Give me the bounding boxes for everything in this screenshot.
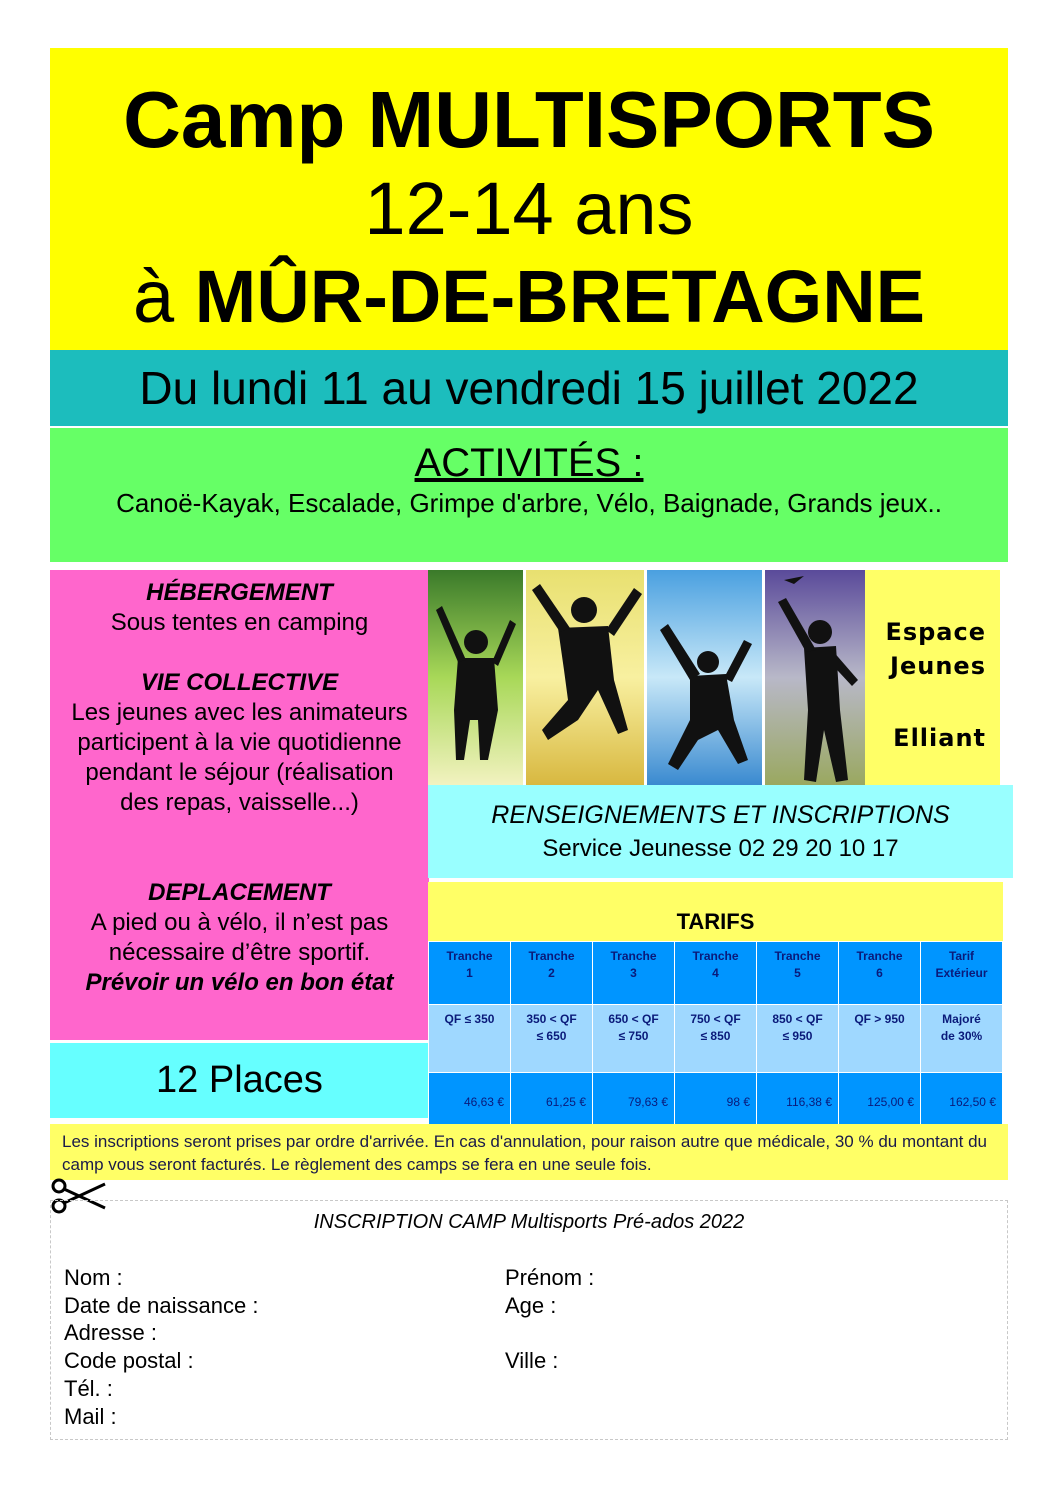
field-age: Age : (505, 1293, 557, 1318)
vie-collective-title: VIE COLLECTIVE (140, 669, 339, 696)
contact-title: RENSEIGNEMENTS ET INSCRIPTIONS (491, 801, 950, 829)
tarifs-table (428, 941, 1003, 1133)
table-row-conditions (429, 1005, 1003, 1073)
form-title: INSCRIPTION CAMP Multisports Pré-ados 2022 (313, 1211, 745, 1233)
vie-collective-block (60, 668, 419, 818)
table-cell: Tranche 6 (839, 942, 921, 1005)
table-cell: Majoré de 30% (921, 1005, 1003, 1073)
table-cell: Tranche 1 (429, 942, 511, 1005)
title-location-name: MÛR-DE-BRETAGNE (194, 255, 926, 338)
title-location (50, 255, 1008, 338)
deplacement-title: DEPLACEMENT (148, 879, 331, 906)
price-cell: 61,25 € (511, 1073, 593, 1133)
title-age-range: 12-14 ans (364, 167, 694, 250)
deplacement-note: Prévoir un vélo en bon état (85, 969, 394, 996)
table-cell: QF ≤ 350 (429, 1005, 511, 1073)
table-cell: Tarif Extérieur (921, 942, 1003, 1005)
brand-line2: Jeunes (890, 652, 986, 680)
header-banner (50, 48, 1008, 350)
table-cell: 750 < QF ≤ 850 (675, 1005, 757, 1073)
field-ville: Ville : (505, 1348, 559, 1373)
hebergement-block (60, 578, 419, 638)
activities-list: Canoë-Kayak, Escalade, Grimpe d'arbre, Vélo, Baignade, Grands jeux.. (116, 488, 942, 518)
vie-collective-text: Les jeunes avec les animateurs participent à la vie quotidienne pendant le séjour (réalisation des repas, vaisselle...) (71, 699, 408, 816)
price-cell: 46,63 € (429, 1073, 511, 1133)
hebergement-text: Sous tentes en camping (110, 609, 369, 636)
activities-section (50, 428, 1008, 562)
brand-line3: Elliant (893, 724, 986, 752)
table-row-tranches (429, 942, 1003, 1005)
field-nom: Nom : (64, 1265, 123, 1290)
table-cell: Tranche 4 (675, 942, 757, 1005)
table-cell: 350 < QF ≤ 650 (511, 1005, 593, 1073)
field-adresse: Adresse : (64, 1320, 157, 1345)
silhouettes-illustration (428, 570, 865, 785)
table-cell: 850 < QF ≤ 950 (757, 1005, 839, 1073)
price-cell: 98 € (675, 1073, 757, 1133)
contact-box (428, 785, 1013, 878)
deplacement-block (60, 878, 419, 998)
dates-banner: Du lundi 11 au vendredi 15 juillet 2022 (50, 350, 1008, 426)
title-location-prefix: à (132, 255, 175, 338)
jumping-silhouettes-image (428, 570, 865, 785)
price-cell: 116,38 € (757, 1073, 839, 1133)
registration-note: Les inscriptions seront prises par ordre d'arrivée. En cas d'annulation, pour raison autre que médicale, 30 % du montant du camp vous seront facturés. Le règlement des camps se fera en une seule fois. (50, 1124, 1008, 1180)
table-cell: Tranche 3 (593, 942, 675, 1005)
deplacement-text: A pied ou à vélo, il n’est pas nécessaire d’être sportif. (90, 909, 389, 966)
tarifs-section (428, 882, 1003, 1119)
activities-title: ACTIVITÉS : (414, 441, 644, 485)
field-date-naissance: Date de naissance : (64, 1293, 259, 1318)
price-cell: 79,63 € (593, 1073, 675, 1133)
places-count: 12 Places (50, 1043, 429, 1118)
tarifs-title: TARIFS (676, 909, 755, 934)
table-cell: Tranche 5 (757, 942, 839, 1005)
table-cell: Tranche 2 (511, 942, 593, 1005)
hebergement-title: HÉBERGEMENT (146, 579, 333, 606)
table-cell: QF > 950 (839, 1005, 921, 1073)
table-cell: 650 < QF ≤ 750 (593, 1005, 675, 1073)
field-code-postal: Code postal : (64, 1348, 194, 1373)
espace-jeunes-logo (865, 570, 1000, 785)
title-main: Camp MULTISPORTS (123, 75, 935, 164)
contact-phone: Service Jeunesse 02 29 20 10 17 (542, 835, 899, 862)
field-tel: Tél. : (64, 1376, 113, 1401)
field-prenom: Prénom : (505, 1265, 595, 1290)
price-cell: 162,50 € (921, 1073, 1003, 1133)
field-mail: Mail : (64, 1404, 117, 1429)
registration-form (50, 1200, 1008, 1440)
brand-line1: Espace (885, 618, 986, 646)
price-cell: 125,00 € (839, 1073, 921, 1133)
info-panel (50, 570, 429, 1040)
